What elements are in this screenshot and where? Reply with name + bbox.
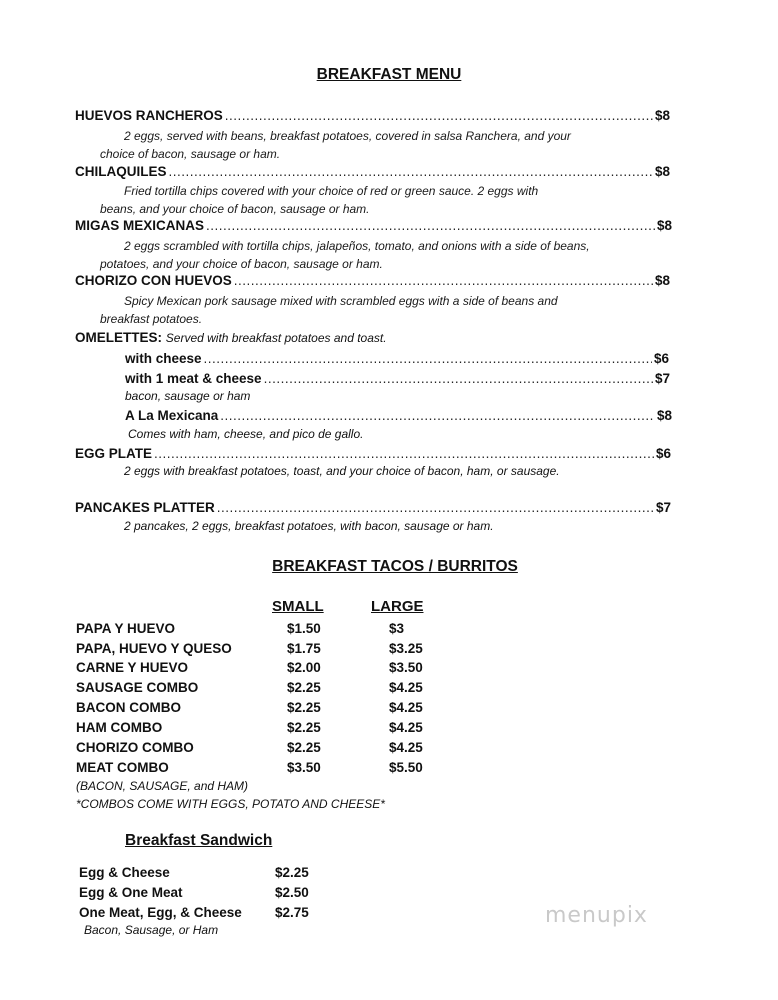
item-name: HUEVOS RANCHEROS (75, 108, 223, 123)
taco-large-price: $4.25 (389, 720, 423, 735)
menupix-watermark: menupix (545, 903, 648, 928)
item-description: 2 eggs with breakfast potatoes, toast, and your choice of bacon, ham, or sausage. (124, 464, 560, 478)
sandwich-title: Breakfast Sandwich (125, 832, 273, 849)
taco-small-price: $2.25 (287, 680, 321, 695)
taco-small-price: $2.25 (287, 720, 321, 735)
item-description: Spicy Mexican pork sausage mixed with scrambled eggs with a side of beans and breakfast potatoes. (100, 294, 558, 326)
breakfast-menu-title: BREAKFAST MENU (316, 66, 462, 83)
item-price: $8 (654, 164, 670, 179)
taco-small-price: $2.25 (287, 700, 321, 715)
item-price: $8 (654, 273, 670, 288)
column-large: LARGE (371, 598, 424, 615)
taco-small-price: $1.75 (287, 641, 321, 656)
item-description: Fried tortilla chips covered with your choice of red or green sauce. 2 eggs with beans, and your choice of bacon, sausage or ham. (100, 184, 539, 216)
menu-item-pancakes-platter (75, 500, 671, 515)
menu-item-huevos-rancheros (75, 108, 670, 123)
taco-large-price: $4.25 (389, 680, 423, 695)
item-name: with cheese (125, 351, 202, 366)
menu-item-migas-mexicanas (75, 218, 672, 233)
taco-name: PAPA Y HUEVO (76, 621, 176, 636)
sandwich-name: Egg & One Meat (79, 885, 183, 900)
omelette-a-la-mexicana (125, 408, 672, 423)
taco-large-price: $3 (389, 621, 405, 636)
taco-large-price: $4.25 (389, 740, 423, 755)
omelette-with-cheese (125, 351, 669, 366)
sandwich-name: Egg & Cheese (79, 865, 170, 880)
item-name: with 1 meat & cheese (125, 371, 262, 386)
tacos-note-combos: *COMBOS COME WITH EGGS, POTATO AND CHEESE* (76, 797, 385, 811)
item-name: CHORIZO CON HUEVOS (75, 273, 232, 288)
item-description: 2 pancakes, 2 eggs, breakfast potatoes, with bacon, sausage or ham. (124, 519, 494, 533)
item-price: $7 (654, 371, 670, 386)
tacos-title: BREAKFAST TACOS / BURRITOS (272, 558, 518, 575)
omelette-with-meat-cheese (125, 371, 670, 386)
item-name: MIGAS MEXICANAS (75, 218, 205, 233)
sandwich-price: $2.50 (275, 885, 309, 900)
omelettes-heading: OMELETTES: Served with breakfast potatoes and toast. (75, 330, 387, 345)
item-name: EGG PLATE (75, 446, 153, 461)
sandwich-name: One Meat, Egg, & Cheese (79, 905, 242, 920)
item-price: $8 (656, 218, 672, 233)
menu-item-egg-plate (75, 446, 671, 461)
item-price: $7 (655, 500, 671, 515)
item-description: 2 eggs, served with beans, breakfast potatoes, covered in salsa Ranchera, and your choice of bacon, sausage or ham. (100, 129, 571, 161)
tacos-note-meat: (BACON, SAUSAGE, and HAM) (76, 779, 249, 793)
sandwich-note: Bacon, Sausage, or Ham (84, 923, 219, 937)
taco-small-price: $1.50 (287, 621, 321, 636)
taco-small-price: $3.50 (287, 760, 321, 775)
item-note: Comes with ham, cheese, and pico de gallo. (128, 427, 364, 441)
taco-small-price: $2.25 (287, 740, 321, 755)
column-small: SMALL (272, 598, 324, 615)
taco-name: SAUSAGE COMBO (76, 680, 199, 695)
sandwich-price: $2.25 (275, 865, 309, 880)
taco-large-price: $5.50 (389, 760, 423, 775)
item-name: A La Mexicana (125, 408, 219, 423)
taco-large-price: $4.25 (389, 700, 423, 715)
item-name: PANCAKES PLATTER (75, 500, 215, 515)
menu-item-chilaquiles (75, 164, 670, 179)
sandwich-price: $2.75 (275, 905, 309, 920)
item-price: $6 (653, 351, 669, 366)
taco-large-price: $3.50 (389, 660, 423, 675)
taco-name: BACON COMBO (76, 700, 181, 715)
menu-item-chorizo-con-huevos (75, 273, 670, 288)
item-name: CHILAQUILES (75, 164, 167, 179)
taco-small-price: $2.00 (287, 660, 321, 675)
taco-name: CARNE Y HUEVO (76, 660, 189, 675)
item-price: $6 (655, 446, 671, 461)
item-price: $8 (654, 108, 670, 123)
item-price: $8 (656, 408, 672, 423)
taco-name: MEAT COMBO (76, 760, 169, 775)
item-note: bacon, sausage or ham (125, 389, 251, 403)
taco-name: HAM COMBO (76, 720, 163, 735)
taco-large-price: $3.25 (389, 641, 423, 656)
taco-name: PAPA, HUEVO Y QUESO (76, 641, 232, 656)
item-description: 2 eggs scrambled with tortilla chips, jalapeños, tomato, and onions with a side of beans, potatoes, and your choice of bacon, sausage or ham. (100, 239, 590, 271)
taco-name: CHORIZO COMBO (76, 740, 194, 755)
